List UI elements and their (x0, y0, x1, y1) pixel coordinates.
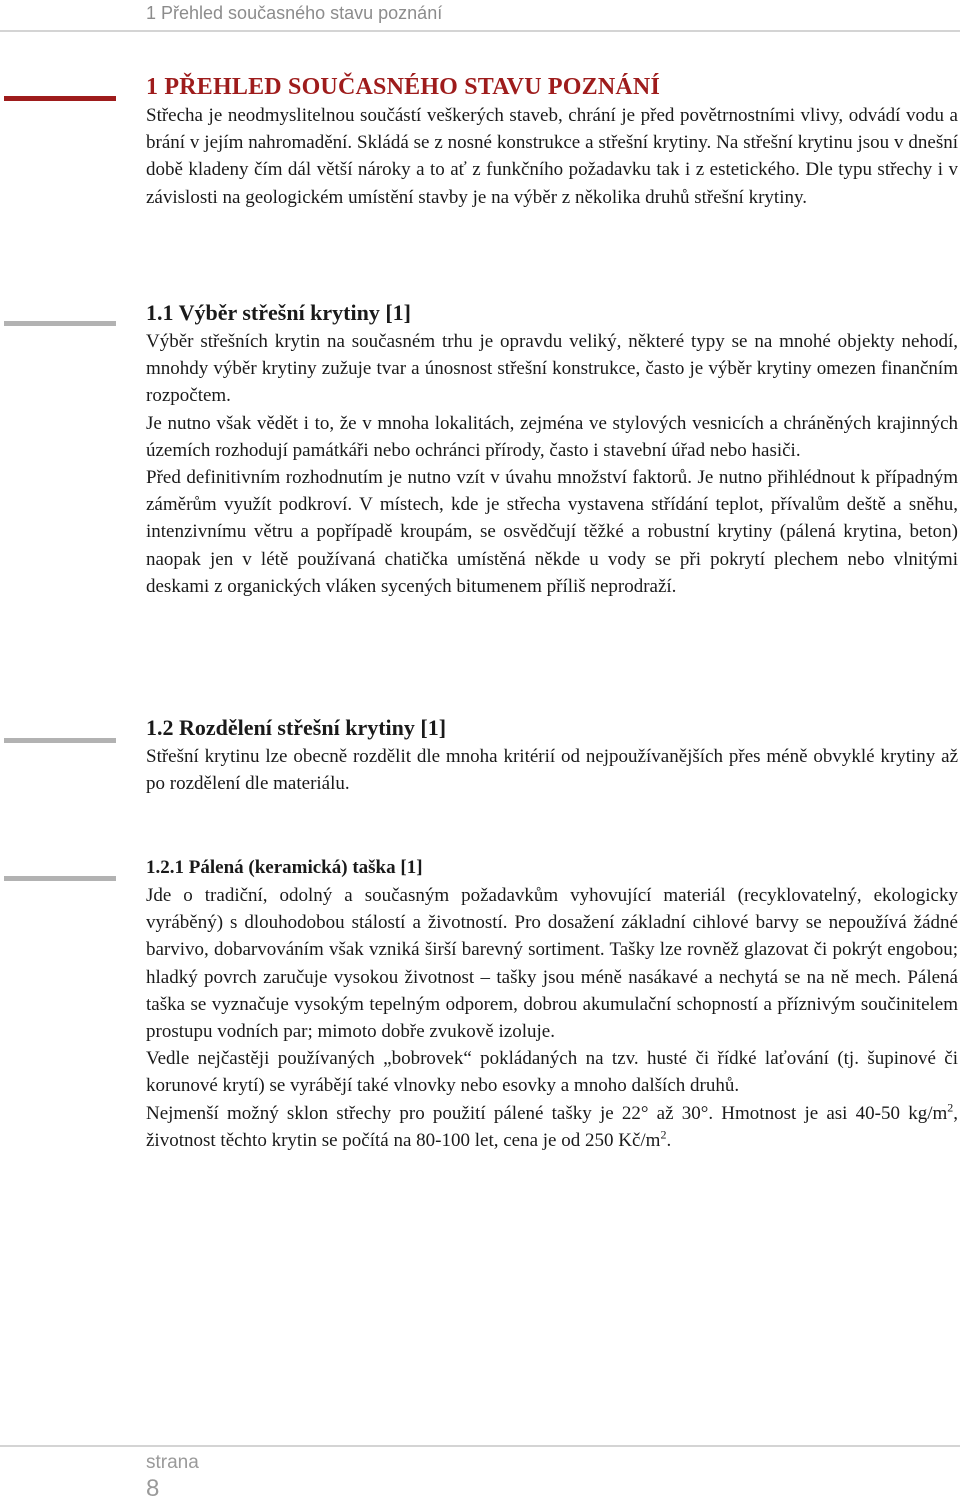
specs-text: Nejmenší možný sklon střechy pro použití pálené tašky je 22° až 30°. Hmotnost je asi 40-50 kg/m (146, 1102, 948, 1124)
section-1-1-title: 1.1 Výběr střešní krytiny [1] (146, 300, 412, 325)
superscript: 2 (660, 1127, 667, 1142)
section-marker-gray (4, 321, 116, 326)
section-1 (146, 72, 958, 211)
section-1-1 (146, 298, 958, 600)
section-1-2-paragraph: Střešní krytinu lze obecně rozdělit dle mnoha kritérií od nejpoužívanějších přes méně obvyklé krytiny až po rozdělení dle materiálu. (146, 746, 958, 795)
section-1-2-title: 1.2 Rozdělení střešní krytiny [1] (146, 715, 447, 740)
section-1-paragraph: Střecha je neodmyslitelnou součástí veškerých staveb, chrání je před povětrnostními vlivy, odvádí vodu a brání v jejím nahromadění. Skládá se z nosné konstrukce a střešní krytiny. Na střešní krytinu jsou v dnešní době kladeny čím dál větší nároky a to ať z funkčního požadavku tak i z estetického. Dle typu střechy i v závislosti na geologickém umístění stavby je na výběr z několika druhů střešní krytiny. (146, 105, 958, 208)
section-marker-gray (4, 738, 116, 743)
section-1-2 (146, 713, 958, 797)
footer-page-number: 8 (146, 1475, 160, 1502)
specs-text: . (666, 1129, 672, 1151)
section-1-2-1-paragraph: Jde o tradiční, odolný a současným požadavkům vyhovující materiál (recyklovatelný, ekologicky vyráběný) s dlouhodobou stálostí a životností. Pro dosažení základní cihlové barvy se nepoužívá žádné barvivo, dobarvováním však vzniká širší barevný sortiment. Tašky lze rovněž glazovat či pokrýt engobou; hladký povrch zaručuje vysokou životnost – tašky jsou méně nasákavé a nechytá se na ně mech. Pálená taška se vyznačuje vysokým tepelným odporem, dobrou akumulační schopností a příznivým součinitelem prostupu vodních par; mimoto dobře zvukově izoluje. (146, 885, 958, 1043)
running-header: 1 Přehled současného stavu poznání (146, 3, 443, 23)
section-marker-red (4, 96, 116, 101)
section-1-1-paragraph: Je nutno však vědět i to, že v mnoha lokalitách, zejména ve stylových vesnicích a chráněných krajinných územích rozhodují památkáři nebo ochránci přírody, často i stavební úřad nebo hasiči. (146, 412, 958, 461)
chapter-title: 1 PŘEHLED SOUČASNÉHO STAVU POZNÁNÍ (146, 74, 660, 100)
specs-text: , životnost těchto krytin se počítá na 80-100 let, cena je od 250 Kč/m (146, 1102, 958, 1151)
section-1-2-1-title: 1.2.1 Pálená (keramická) taška [1] (146, 857, 423, 878)
section-1-2-1-paragraph: Vedle nejčastěji používaných „bobrovek“ pokládaných na tzv. husté či řídké laťování (tj. šupinové či korunové krytí) se vyrábějí také vlnovky nebo esovky a mnoho dalších druhů. (146, 1048, 958, 1097)
section-1-2-1 (146, 854, 958, 1154)
footer-rule (0, 1445, 960, 1447)
subsection-marker-gray (4, 876, 116, 881)
footer-page-label: strana (146, 1452, 199, 1473)
header-rule (0, 30, 960, 32)
section-1-2-1-paragraph-specs (146, 1100, 958, 1154)
section-1-1-paragraph: Před definitivním rozhodnutím je nutno vzít v úvahu množství faktorů. Je nutno přihlédnout k případným záměrům využít podkroví. V místech, kde je střecha vystavena střídání teplot, přívalům deště a sněhu, intenzivnímu větru a popřípadě kroupám, se osvědčují těžké a robustní krytiny (pálená krytina, beton) naopak jen v létě používaná chatička umístěná někde u vody se při pokrytí plechem nebo vlnitými deskami z organických vláken sycených bitumenem příliš neprodraží. (146, 467, 958, 597)
section-1-1-paragraph: Výběr střešních krytin na současném trhu je opravdu veliký, některé typy se na mnohé objekty nehodí, mnohdy výběr krytiny zužuje tvar a únosnost střešní konstrukce, často je výběr krytiny omezen finančním rozpočtem. (146, 331, 958, 407)
superscript: 2 (947, 1100, 954, 1115)
